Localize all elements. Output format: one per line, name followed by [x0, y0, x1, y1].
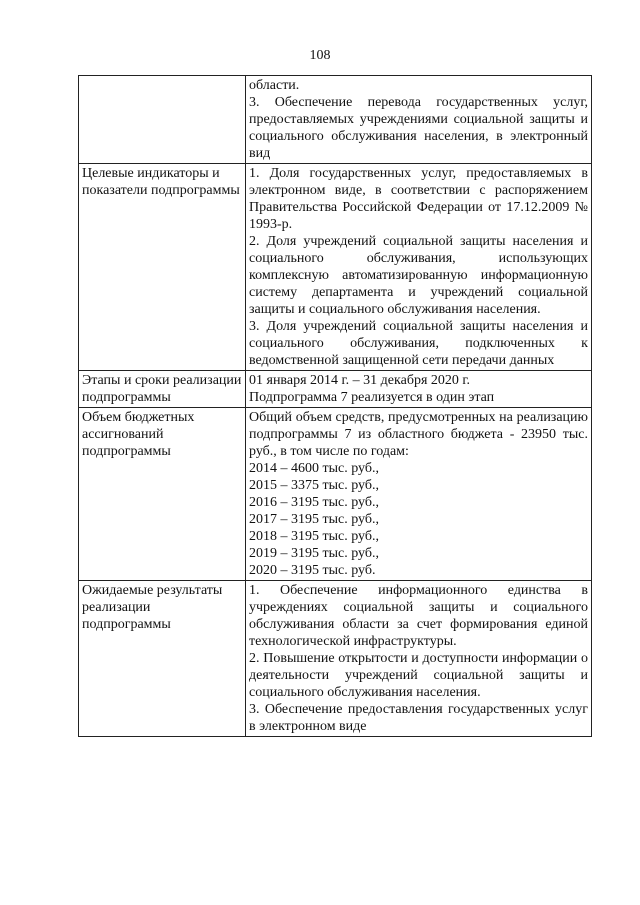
- row-label: Ожидаемые результаты реализации подпрограммы: [79, 581, 246, 737]
- table-row: [79, 408, 592, 581]
- table-row: [79, 581, 592, 737]
- paragraph: 1. Обеспечение информационного единства в учреждениях социальной защиты и социального обслуживания области за счет формирования единой технологической инфраструктуры.: [249, 583, 588, 649]
- paragraph: 3. Доля учреждений социальной защиты населения и социального обслуживания, подключенных к ведомственной защищенной сети передачи данных: [249, 319, 588, 368]
- row-label: [79, 76, 246, 164]
- paragraph: 2016 – 3195 тыс. руб.,: [249, 495, 379, 510]
- paragraph: 2019 – 3195 тыс. руб.,: [249, 546, 379, 561]
- table-row: [79, 164, 592, 371]
- paragraph: 2015 – 3375 тыс. руб.,: [249, 478, 379, 493]
- paragraph: области.: [249, 78, 300, 93]
- paragraph: Подпрограмма 7 реализуется в один этап: [249, 390, 495, 405]
- row-label: Объем бюджетных ассигнований подпрограммы: [79, 408, 246, 581]
- row-label: Целевые индикаторы и показатели подпрограммы: [79, 164, 246, 371]
- page-number: 108: [309, 48, 331, 63]
- paragraph: 2. Доля учреждений социальной защиты населения и социального обслуживания, использующих комплексную автоматизированную информационную систему департамента и учреждений социальной защиты и социального обслуживания населения.: [249, 234, 588, 317]
- paragraph: 01 января 2014 г. – 31 декабря 2020 г.: [249, 373, 471, 388]
- paragraph: 2020 – 3195 тыс. руб.: [249, 563, 376, 578]
- paragraph: 3. Обеспечение предоставления государственных услуг в электронном виде: [249, 702, 588, 734]
- paragraph: 2014 – 4600 тыс. руб.,: [249, 461, 379, 476]
- paragraph: 3. Обеспечение перевода государственных услуг, предоставляемых учреждениями социальной защиты и социального обслуживания населения, в электронный вид: [249, 95, 588, 161]
- row-content: [246, 164, 592, 371]
- paragraph: 2017 – 3195 тыс. руб.,: [249, 512, 379, 527]
- table-row: [79, 76, 592, 164]
- row-content: [246, 371, 592, 408]
- paragraph: 2. Повышение открытости и доступности информации о деятельности учреждений социальной защиты и социального обслуживания населения.: [249, 651, 588, 700]
- row-content: [246, 408, 592, 581]
- table-row: [79, 371, 592, 408]
- paragraph: 2018 – 3195 тыс. руб.,: [249, 529, 379, 544]
- row-content: [246, 76, 592, 164]
- paragraph: 1. Доля государственных услуг, предоставляемых в электронном виде, в соответствии с распоряжением Правительства Российской Федерации от 17.12.2009 № 1993-р.: [249, 166, 588, 232]
- row-content: [246, 581, 592, 737]
- subprogram-passport-table: [78, 75, 592, 737]
- paragraph: Общий объем средств, предусмотренных на реализацию подпрограммы 7 из областного бюджета - 23950 тыс. руб., в том числе по годам:: [249, 410, 588, 459]
- row-label: Этапы и сроки реализации подпрограммы: [79, 371, 246, 408]
